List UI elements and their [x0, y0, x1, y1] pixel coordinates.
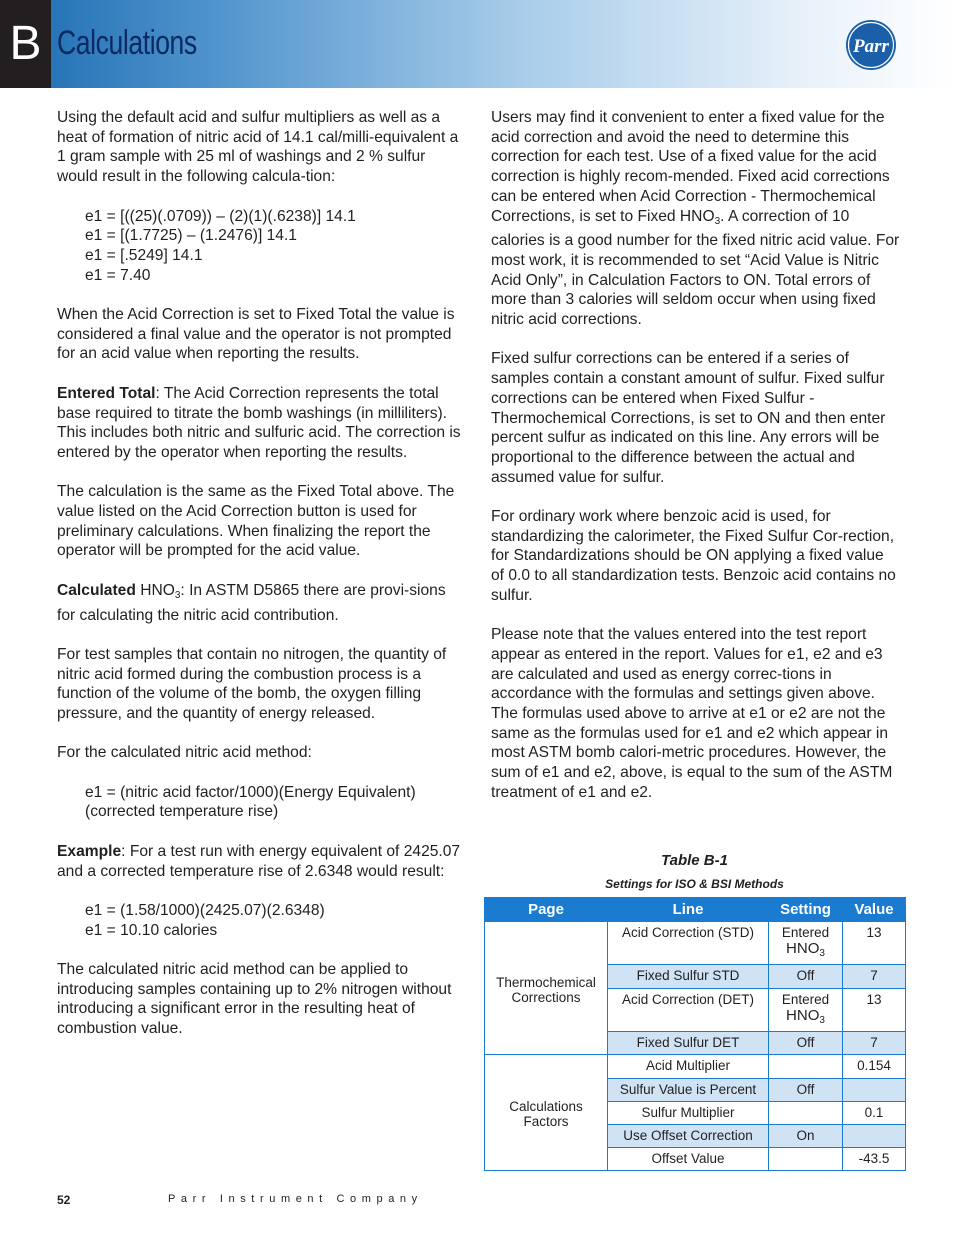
subscript: 3	[819, 1015, 825, 1026]
setting-cell	[769, 1055, 843, 1079]
calculated-text: : In ASTM D5865 there are provi-sions for calculating the nitric acid contribution.	[57, 581, 446, 624]
line-cell: Acid Correction (DET)	[608, 989, 769, 1032]
table-title: Table B-1	[661, 852, 728, 869]
line-cell: Fixed Sulfur STD	[608, 965, 769, 989]
equation-block-3	[85, 901, 465, 940]
setting-cell: Off	[769, 1032, 843, 1055]
equation-line: e1 = [.5249] 14.1	[85, 246, 203, 264]
header-line: Line	[608, 898, 769, 922]
value-cell: 0.154	[843, 1055, 906, 1079]
header-value: Value	[843, 898, 906, 922]
setting-cell: Off	[769, 965, 843, 989]
value-cell: 7	[843, 1032, 906, 1055]
setting-cell	[769, 1148, 843, 1171]
value-cell: -43.5	[843, 1148, 906, 1171]
line-cell: Offset Value	[608, 1148, 769, 1171]
example-label: Example	[57, 842, 122, 860]
line-cell: Sulfur Value is Percent	[608, 1079, 769, 1102]
parr-logo	[845, 19, 897, 71]
fixed-sulfur-paragraph: Fixed sulfur corrections can be entered if a series of samples contain a constant amount of sulfur. Fixed sulfur corrections can be entered when Fixed Sulfur - Thermochemical Corrections, is set to ON and then enter percent sulfur as indicated on this line. Any errors will be proportional to the difference between the actual and assumed value for sulfur.	[491, 350, 886, 486]
setting-cell	[769, 922, 843, 965]
setting-cell: Off	[769, 1079, 843, 1102]
line-cell: Acid Correction (STD)	[608, 922, 769, 965]
intro-paragraph: Using the default acid and sulfur multipliers as well as a heat of formation of nitric acid of 14.1 cal/milli-equivalent a 1 gram sample with 25 ml of washings and 2 % sulfur would result in the following calcula-tion:	[57, 109, 459, 186]
line-cell: Use Offset Correction	[608, 1125, 769, 1148]
value-cell	[843, 1125, 906, 1148]
calculated-label: Calculated	[57, 581, 136, 599]
fixed-acid-text-b: . A correction of 10 calories is a good number for the fixed nitric acid value. For most work, it is recommended to set “Acid Value is Nitric Acid Only”, in Calculation Factors to ON. Total errors of more than 3 calories will seldom occur when using fixed nitric acid corrections.	[491, 207, 900, 329]
section-tab: B	[0, 0, 51, 88]
fixed-acid-paragraph	[491, 108, 901, 330]
calculation-paragraph: The calculation is the same as the Fixed Total above. The value listed on the Acid Correction button is used for preliminary calculations. When finalizing the report the operator will be prompted for the acid value.	[57, 483, 455, 560]
setting-text: Entered	[781, 925, 830, 940]
page-number: 52	[57, 1193, 71, 1207]
settings-table	[484, 897, 906, 1171]
note-paragraph: Please note that the values entered into the test report appear as entered in the report. Values for e1, e2 and e3 are calculated and used as energy correc-tions in accordance with the formulas and settings given above. The formulas used above to arrive at e1 or e2 are not the same as the formulas used for e1 and e2 which appear in most ASTM bomb calori-metric procedures. However, the sum of e1 and e2, above, is equal to the sum of the ASTM treatment of e1 and e2.	[491, 626, 893, 801]
left-column	[57, 108, 465, 1059]
equation-block-1	[85, 207, 465, 286]
table-header-row	[485, 898, 906, 922]
page-cell: Calculations Factors	[485, 1055, 608, 1171]
method-paragraph: For the calculated nitric acid method:	[57, 744, 312, 762]
entered-total-text: : The Acid Correction represents the total base required to titrate the bomb washings (in milliliters). This includes both nitric and sulfuric acid. The correction is entered by the operator when reporting the results.	[57, 384, 461, 461]
line-cell: Fixed Sulfur DET	[608, 1032, 769, 1055]
hno-text: HNO	[786, 1007, 820, 1024]
example-paragraph	[57, 842, 465, 881]
setting-cell	[769, 989, 843, 1032]
equation-line: e1 = 10.10 calories	[85, 921, 218, 939]
svg-text:Parr: Parr	[853, 36, 889, 57]
table-row	[485, 1055, 906, 1079]
no-nitrogen-paragraph: For test samples that contain no nitrogen, the quantity of nitric acid formed during the combustion process is a function of the volume of the bomb, the oxygen filling pressure, and the quantity of energy released.	[57, 645, 447, 722]
value-cell	[843, 1079, 906, 1102]
page-cell: Thermochemical Corrections	[485, 922, 608, 1055]
value-cell: 13	[843, 922, 906, 965]
entered-total-label: Entered Total	[57, 384, 156, 402]
subscript: 3	[714, 215, 721, 227]
page-title: Calculations	[57, 24, 197, 62]
line-cell: Acid Multiplier	[608, 1055, 769, 1079]
hno-text: HNO	[135, 581, 175, 599]
equation-block-2: e1 = (nitric acid factor/1000)(Energy Equivalent) (corrected temperature rise)	[85, 783, 416, 821]
setting-cell	[769, 1102, 843, 1125]
value-cell: 7	[843, 965, 906, 989]
calculated-paragraph	[57, 581, 465, 625]
table-row	[485, 922, 906, 965]
table-caption	[484, 851, 905, 892]
equation-line: e1 = 7.40	[85, 266, 151, 284]
fixed-acid-text-a: Users may find it convenient to enter a fixed value for the acid correction and avoid the need to determine this correction for each test. Use of a fixed value for the acid correction is highly recom-mended. Fixed acid corrections can be entered when Acid Correction - Thermochemical Corrections, is set to Fixed HNO	[491, 109, 890, 225]
setting-text: Entered	[781, 992, 830, 1007]
value-cell: 13	[843, 989, 906, 1032]
header-setting: Setting	[769, 898, 843, 922]
page-header	[0, 0, 954, 88]
equation-line: e1 = (1.58/1000)(2425.07)(2.6348)	[85, 901, 325, 919]
right-column	[491, 108, 901, 822]
entered-total-paragraph	[57, 384, 465, 463]
applicability-paragraph: The calculated nitric acid method can be applied to introducing samples containing up to 2% nitrogen without introducing a significant error in the resulting heat of combustion value.	[57, 961, 452, 1038]
hno-text: HNO	[786, 940, 820, 957]
subscript: 3	[174, 589, 181, 601]
company-name: Parr Instrument Company	[168, 1193, 423, 1205]
example-text: : For a test run with energy equivalent of 2425.07 and a corrected temperature rise of 2.6348 would result:	[57, 842, 461, 880]
subscript: 3	[819, 948, 825, 959]
equation-line: e1 = [((25)(.0709)) – (2)(1)(.6238)] 14.1	[85, 207, 356, 225]
line-cell: Sulfur Multiplier	[608, 1102, 769, 1125]
value-cell: 0.1	[843, 1102, 906, 1125]
table-subtitle: Settings for ISO & BSI Methods	[605, 877, 784, 891]
benzoic-paragraph: For ordinary work where benzoic acid is used, for standardizing the calorimeter, the Fixed Sulfur Cor-rection, for Standardizations should be ON applying a fixed value of 0.0 to all standardization tests. Benzoic acid contains no sulfur.	[491, 508, 896, 604]
setting-cell: On	[769, 1125, 843, 1148]
fixed-total-paragraph: When the Acid Correction is set to Fixed Total the value is considered a final value and the operator is not prompted for an acid value when reporting the results.	[57, 306, 455, 363]
equation-line: e1 = [(1.7725) – (1.2476)] 14.1	[85, 227, 297, 245]
header-page: Page	[485, 898, 608, 922]
